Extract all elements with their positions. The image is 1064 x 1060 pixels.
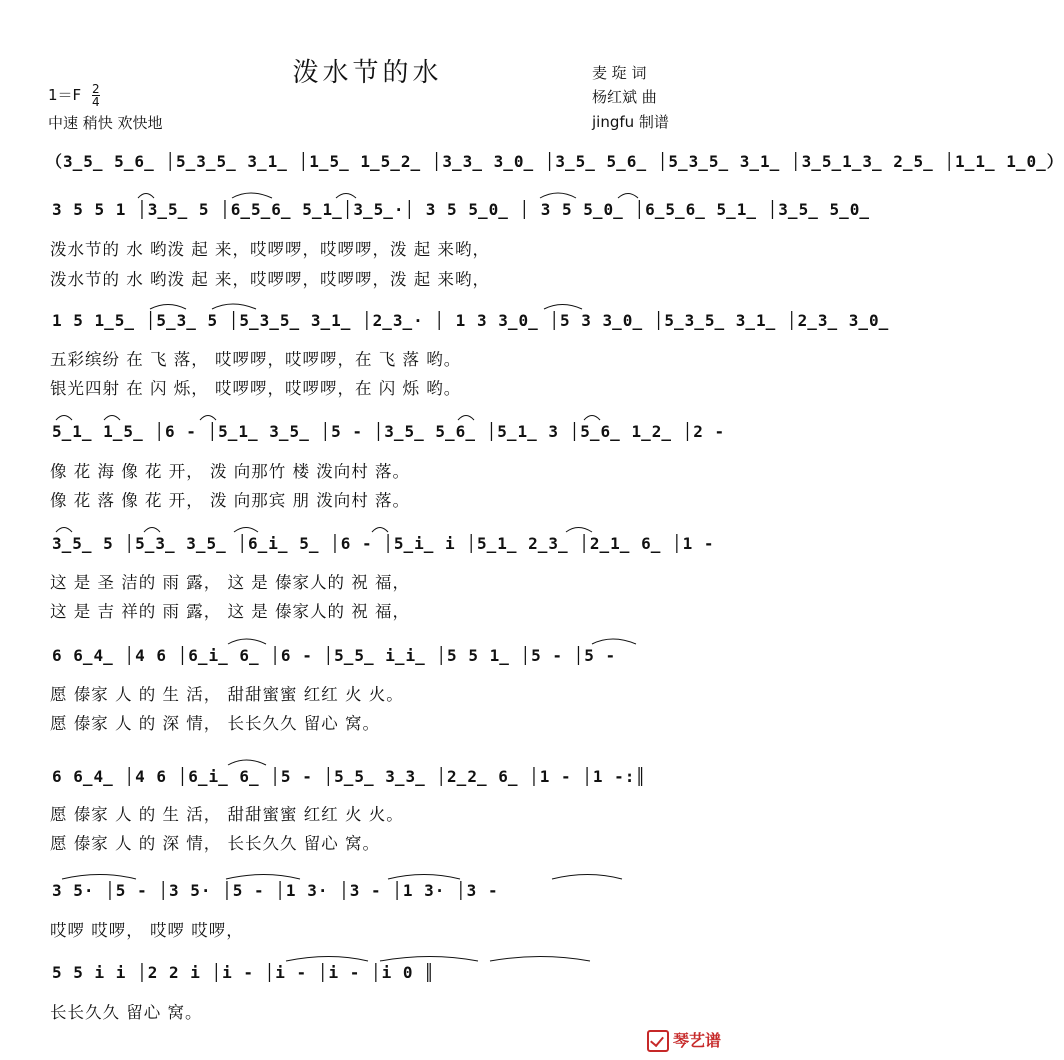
arranger-credit: jingfu 制谱: [592, 113, 669, 131]
staff-line-6-notes: 6 6̲4̲ │4 6 │6̲i̲ 6̲ │5 - │5̲5̲ 3̲3̲ │2̲2̲ 6̲ │1 - │1 -:║: [52, 767, 647, 786]
key-label: 1＝F: [48, 86, 82, 104]
lyricist-credit: 麦 琁 词: [592, 64, 647, 82]
staff-line-3-notes: 5̲1̲ 1̲5̲ │6 - │5̲1̲ 3̲5̲ │5 - │3̲5̲ 5̲6̲ │5̲1̲ 3 │5̲6̲ 1̲2̲ │2 -: [52, 422, 726, 441]
staff-line-8-notes: 5 5 i i │2 2 i │i - │i - │i - │i 0 ║: [52, 963, 435, 982]
lyric-line-8-verse-1: 长长久久 留心 窝。: [50, 1003, 203, 1022]
lyric-line-7-verse-1: 哎啰 哎啰， 哎啰 哎啰，: [50, 921, 244, 940]
staff-line-2-notes: 1 5 1̲5̲ │5̲3̲ 5 │5̲3̲5̲ 3̲1̲ │2̲3̲· │ 1 3 3̲0̲ │5 3 3̲0̲ │5̲3̲5̲ 3̲1̲ │2̲3̲ 3̲0̲: [52, 311, 890, 330]
time-sig-bottom: 4: [91, 95, 100, 109]
time-sig-top: 2: [91, 82, 100, 96]
lyric-line-3-verse-1: 像 花 海 像 花 开， 泼 向那竹 楼 泼向村 落。: [50, 462, 410, 481]
qinyipu-logo: [647, 1028, 721, 1053]
lyric-line-2-verse-2: 银光四射 在 闪 烁， 哎啰啰，哎啰啰，在 闪 烁 哟。: [50, 379, 462, 398]
lyric-line-6-verse-1: 愿 傣家 人 的 生 活， 甜甜蜜蜜 红红 火 火。: [50, 805, 404, 824]
composer-credit: 杨红斌 曲: [592, 88, 657, 106]
logo-text: 琴艺谱: [672, 1030, 721, 1050]
staff-line-7-notes: 3 5· │5 - │3 5· │5 - │1 3· │3 - │1 3· │3 -: [52, 881, 499, 900]
lyric-line-4-verse-1: 这 是 圣 洁的 雨 露， 这 是 傣家人的 祝 福，: [50, 573, 410, 592]
lyric-line-2-verse-1: 五彩缤纷 在 飞 落， 哎啰啰，哎啰啰，在 飞 落 哟。: [50, 350, 462, 369]
lyric-line-1-verse-2: 泼水节的 水 哟泼 起 来，哎啰啰，哎啰啰，泼 起 来哟，: [50, 270, 490, 289]
logo-icon: [647, 1030, 669, 1052]
lyric-line-1-verse-1: 泼水节的 水 哟泼 起 来，哎啰啰，哎啰啰，泼 起 来哟，: [50, 240, 490, 259]
intro-notes: （3̲5̲ 5̲6̲ │5̲3̲5̲ 3̲1̲ │1̲5̲ 1̲5̲2̲ │3̲3̲ 3̲0̲ │3̲5̲ 5̲6̲ │5̲3̲5̲ 3̲1̲ │3̲5̲1̲3̲ 2̲5̲ │1̲1̲ 1̲0̲）: [46, 152, 1064, 171]
staff-line-5-notes: 6 6̲4̲ │4 6 │6̲i̲ 6̲ │6 - │5̲5̲ i̲i̲ │5 5 1̲ │5 - │5 -: [52, 646, 617, 665]
lyric-line-6-verse-2: 愿 傣家 人 的 深 情， 长长久久 留心 窝。: [50, 834, 380, 853]
song-title: 泼水节的水: [292, 58, 443, 88]
lyric-line-4-verse-2: 这 是 吉 祥的 雨 露， 这 是 傣家人的 祝 福，: [50, 602, 410, 621]
tempo-marking: 中速 稍快 欢快地: [48, 114, 163, 132]
lyric-line-5-verse-1: 愿 傣家 人 的 生 活， 甜甜蜜蜜 红红 火 火。: [50, 685, 404, 704]
lyric-line-5-verse-2: 愿 傣家 人 的 深 情， 长长久久 留心 窝。: [50, 714, 380, 733]
staff-line-4-notes: 3̲5̲ 5 │5̲3̲ 3̲5̲ │6̲i̲ 5̲ │6 - │5̲i̲ i │5̲1̲ 2̲3̲ │2̲1̲ 6̲ │1 -: [52, 534, 715, 553]
lyric-line-3-verse-2: 像 花 落 像 花 开， 泼 向那宾 朋 泼向村 落。: [50, 491, 410, 510]
staff-line-1-notes: 3 5 5 1 │3̲5̲ 5 │6̲5̲6̲ 5̲1̲│3̲5̲·│ 3 5 5̲0̲ │ 3 5 5̲0̲ │6̲5̲6̲ 5̲1̲ │3̲5̲ 5̲0̲: [52, 200, 870, 219]
